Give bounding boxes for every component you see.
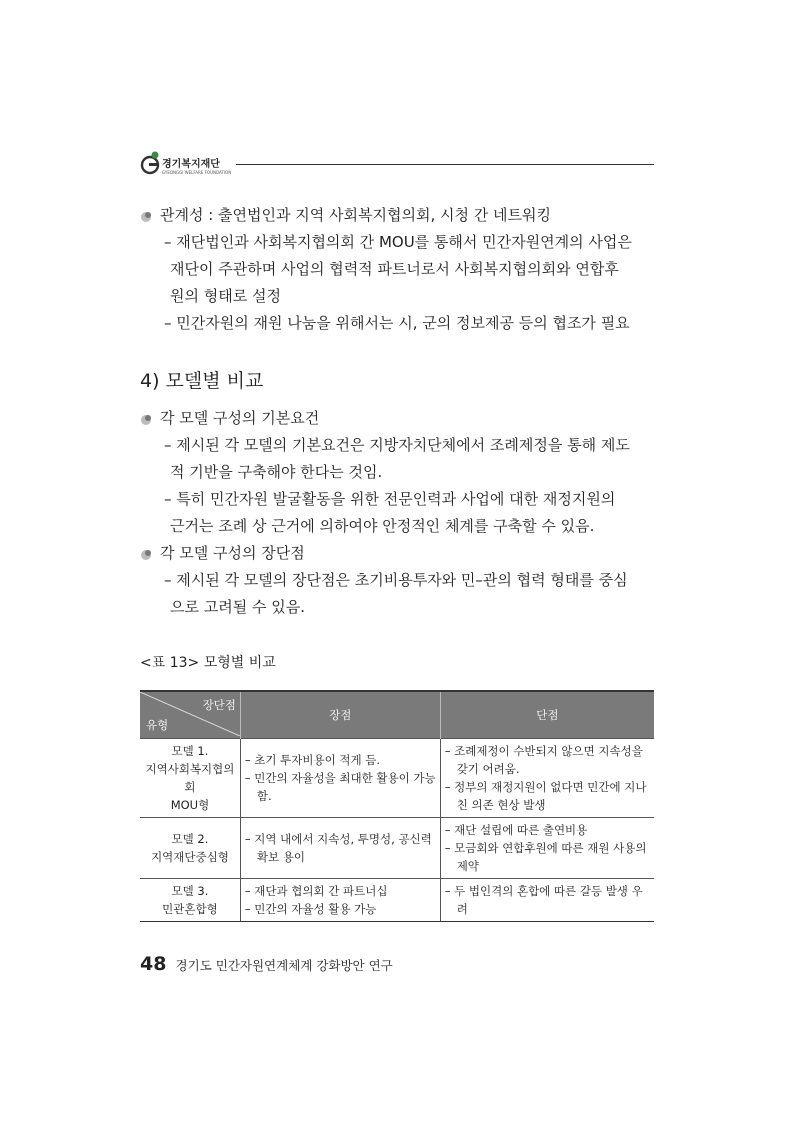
table-row [140, 818, 654, 879]
dash-item-continued: 재단이 주관하며 사업의 협력적 파트너로서 사회복지협의회와 연합후 [170, 260, 619, 278]
bullet-item: 관계성 : 출연법인과 지역 사회복지협의회, 시청 간 네트워킹 [140, 202, 660, 229]
circle-bullet-icon [140, 209, 154, 223]
cons-cell: – 재단 설립에 따른 출연비용 – 모금회와 연합후원에 따른 재원 사용의 제약 [440, 818, 654, 879]
model-comparison-table [140, 690, 654, 922]
header-rule [236, 164, 654, 165]
page-footer [140, 953, 393, 975]
section-relationship [140, 202, 660, 337]
dash-item: – 재단법인과 사회복지협의회 간 MOU를 통해서 민간자원연계의 사업은 [164, 233, 632, 251]
dash-item-continued: 근거는 조례 상 근거에 의하여야 안정적인 체계를 구축할 수 있음. [170, 517, 595, 535]
page-header [140, 150, 654, 180]
org-subtitle: GYEONGGI WELFARE FOUNDATION [162, 170, 232, 175]
running-title: 경기도 민간자원연계체계 강화방안 연구 [175, 958, 393, 973]
section-model-comparison [140, 405, 660, 621]
bullet-item: 각 모델 구성의 장단점 [140, 540, 660, 567]
org-name: 경기복지재단 [162, 159, 220, 170]
dash-item: – 제시된 각 모델의 장단점은 초기비용투자와 민–관의 협력 형태를 중심 [164, 571, 628, 589]
page-number: 48 [140, 953, 167, 975]
bullet-item: 각 모델 구성의 기본요건 [140, 405, 660, 432]
pros-cell: – 지역 내에서 지속성, 투명성, 공신력 확보 용이 [240, 818, 440, 879]
pros-cell: – 초기 투자비용이 적게 듬. – 민간의 자율성을 최대한 활용이 가능함. [240, 739, 440, 818]
dash-item-continued: 으로 고려될 수 있음. [170, 598, 305, 616]
table-row [140, 879, 654, 922]
dash-item-continued: 원의 형태로 설정 [170, 287, 281, 305]
cons-cell: – 두 법인격의 혼합에 따른 갈등 발생 우려 [440, 879, 654, 922]
dash-item: – 특히 민간자원 발굴활동을 위한 전문인력과 사업에 대한 재정지원의 [164, 490, 616, 508]
corner-header-cell [140, 691, 240, 739]
dash-item: – 민간자원의 재원 나눔을 위해서는 시, 군의 정보제공 등의 협조가 필요 [164, 314, 630, 332]
section-heading: 4) 모델별 비교 [140, 370, 264, 392]
pros-header: 장점 [240, 691, 440, 739]
table-header-row [140, 691, 654, 739]
circle-bullet-icon [140, 547, 154, 561]
cons-header: 단점 [440, 691, 654, 739]
type-cell: 모델 2. 지역재단중심형 [140, 818, 240, 879]
dash-item: – 제시된 각 모델의 기본요건은 지방자치단체에서 조례제정을 통해 제도 [164, 436, 630, 454]
circle-bullet-icon [140, 412, 154, 426]
corner-label-top: 장단점 [202, 698, 236, 712]
cons-cell: – 조례제정이 수반되지 않으면 지속성을 갖기 어려움. – 정부의 재정지원이 없다면 민간에 지나친 의존 현상 발생 [440, 739, 654, 818]
dash-item-continued: 적 기반을 구축해야 한다는 것임. [170, 463, 383, 481]
table-caption: <표 13> 모형별 비교 [140, 655, 276, 671]
pros-cell: – 재단과 협의회 간 파트너십 – 민간의 자율성 활용 가능 [240, 879, 440, 922]
type-cell: 모델 1. 지역사회복지협의회 MOU형 [140, 739, 240, 818]
table-row [140, 739, 654, 818]
type-cell: 모델 3. 민관혼합형 [140, 879, 240, 922]
corner-label-bottom: 유형 [146, 718, 169, 732]
foundation-logo-icon [140, 150, 160, 176]
